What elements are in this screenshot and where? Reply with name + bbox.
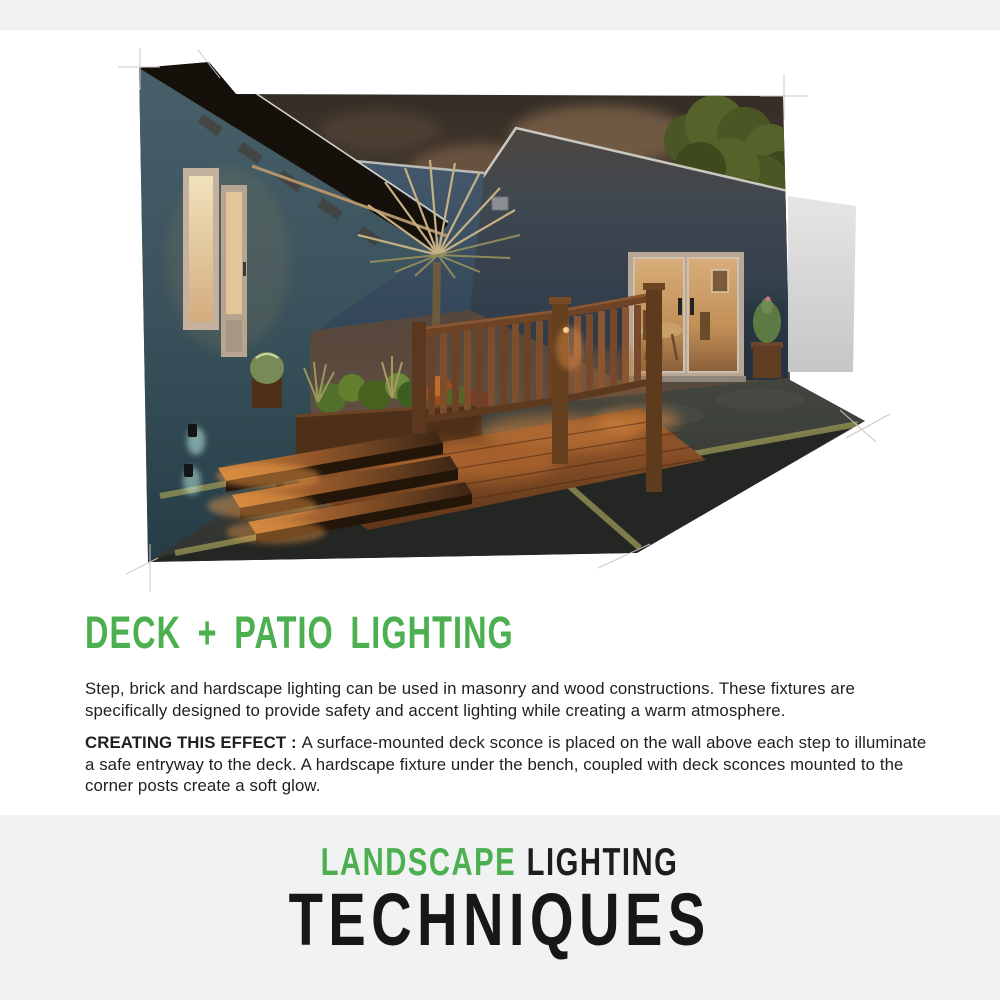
brand-line — [0, 843, 1000, 882]
section-title-text: DECK + PATIO LIGHTING — [85, 607, 514, 658]
effect-label: CREATING THIS EFFECT : — [85, 732, 297, 752]
section-title — [85, 607, 681, 658]
side-wall-panel — [788, 196, 856, 372]
entry-door — [221, 185, 247, 357]
footer-title — [0, 878, 1000, 961]
intro-paragraph: Step, brick and hardscape lighting can be used in masonry and wood constructions. These fixtures are specifically designed to provide safety and accent lighting while creating a warm atmosphere. — [85, 678, 855, 720]
brand-lighting: LIGHTING — [527, 841, 679, 884]
footer-title-text: TECHNIQUES — [289, 878, 711, 961]
effect-text: A surface-mounted deck sconce is placed on the wall above each step to illuminate a safe entryway to the deck. A hardscape fixture under the bench, coupled with deck sconces mounted to the corner posts create a soft glow. — [85, 732, 927, 796]
footer-band — [0, 815, 1000, 1000]
entry-window — [183, 168, 219, 330]
brand-landscape: LANDSCAPE — [321, 841, 517, 884]
effect-paragraph — [85, 732, 937, 797]
barrel-cactus — [250, 352, 284, 408]
